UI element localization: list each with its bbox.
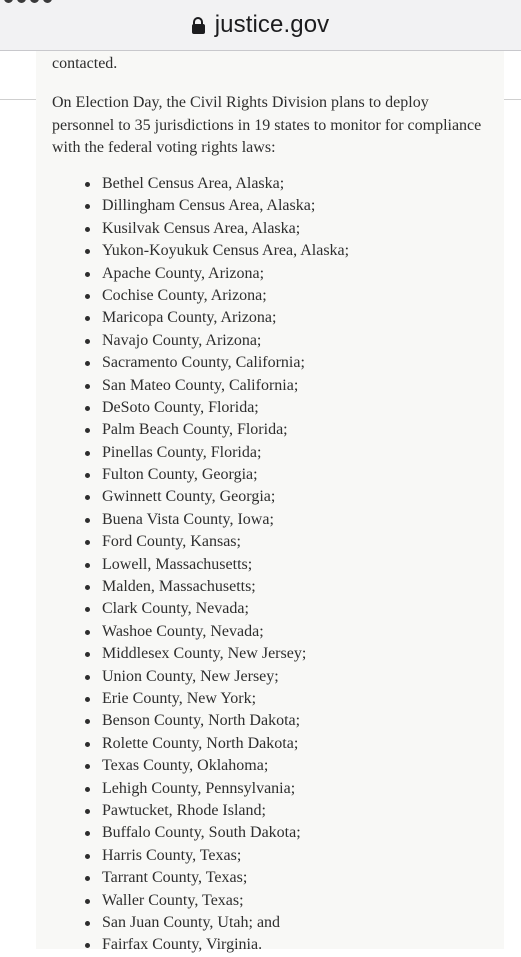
list-item: Maricopa County, Arizona; (36, 307, 349, 329)
list-item: Ford County, Kansas; (36, 531, 349, 553)
list-item: Bethel Census Area, Alaska; (36, 173, 349, 195)
article-body (36, 51, 504, 954)
list-item: Malden, Massachusetts; (36, 576, 349, 598)
list-item: Dillingham Census Area, Alaska; (36, 195, 349, 217)
list-item: Middlesex County, New Jersey; (36, 643, 349, 665)
list-item: Yukon-Koyukuk Census Area, Alaska; (36, 240, 349, 262)
list-item: Sacramento County, California; (36, 352, 349, 374)
list-item: Buffalo County, South Dakota; (36, 822, 349, 844)
list-item: DeSoto County, Florida; (36, 397, 349, 419)
list-item: Rolette County, North Dakota; (36, 733, 349, 755)
list-item: Palm Beach County, Florida; (36, 419, 349, 441)
list-item: Clark County, Nevada; (36, 598, 349, 620)
web-page (0, 51, 521, 954)
list-item: Texas County, Oklahoma; (36, 755, 349, 777)
list-item: Gwinnett County, Georgia; (36, 486, 349, 508)
browser-url-bar[interactable] (0, 0, 521, 51)
list-item: Washoe County, Nevada; (36, 621, 349, 643)
status-bar-indicators (0, 0, 80, 6)
list-item: Apache County, Arizona; (36, 263, 349, 285)
previous-paragraph-end: contacted. (52, 55, 118, 72)
list-item: Pinellas County, Florida; (36, 442, 349, 464)
jurisdiction-list (36, 173, 349, 957)
lock-icon (192, 17, 204, 34)
url-domain[interactable]: justice.gov (214, 11, 330, 38)
list-item: Harris County, Texas; (36, 845, 349, 867)
url-display[interactable] (0, 10, 521, 40)
list-item: Cochise County, Arizona; (36, 285, 349, 307)
list-item: Pawtucket, Rhode Island; (36, 800, 349, 822)
list-item: Kusilvak Census Area, Alaska; (36, 218, 349, 240)
list-item: Buena Vista County, Iowa; (36, 509, 349, 531)
list-item: Tarrant County, Texas; (36, 867, 349, 889)
list-item: Lehigh County, Pennsylvania; (36, 778, 349, 800)
list-item: Fulton County, Georgia; (36, 464, 349, 486)
list-item: Lowell, Massachusetts; (36, 554, 349, 576)
intro-paragraph: On Election Day, the Civil Rights Division plans to deploy personnel to 35 jurisdictions in 19 states to monitor for compliance with the federal voting rights laws: (52, 94, 482, 156)
list-item: Waller County, Texas; (36, 890, 349, 912)
list-item: Benson County, North Dakota; (36, 710, 349, 732)
list-item: Erie County, New York; (36, 688, 349, 710)
list-item: San Juan County, Utah; and (36, 912, 349, 934)
list-item: Navajo County, Arizona; (36, 330, 349, 352)
list-item: Union County, New Jersey; (36, 666, 349, 688)
list-item: San Mateo County, California; (36, 375, 349, 397)
list-item: Fairfax County, Virginia. (36, 934, 349, 956)
